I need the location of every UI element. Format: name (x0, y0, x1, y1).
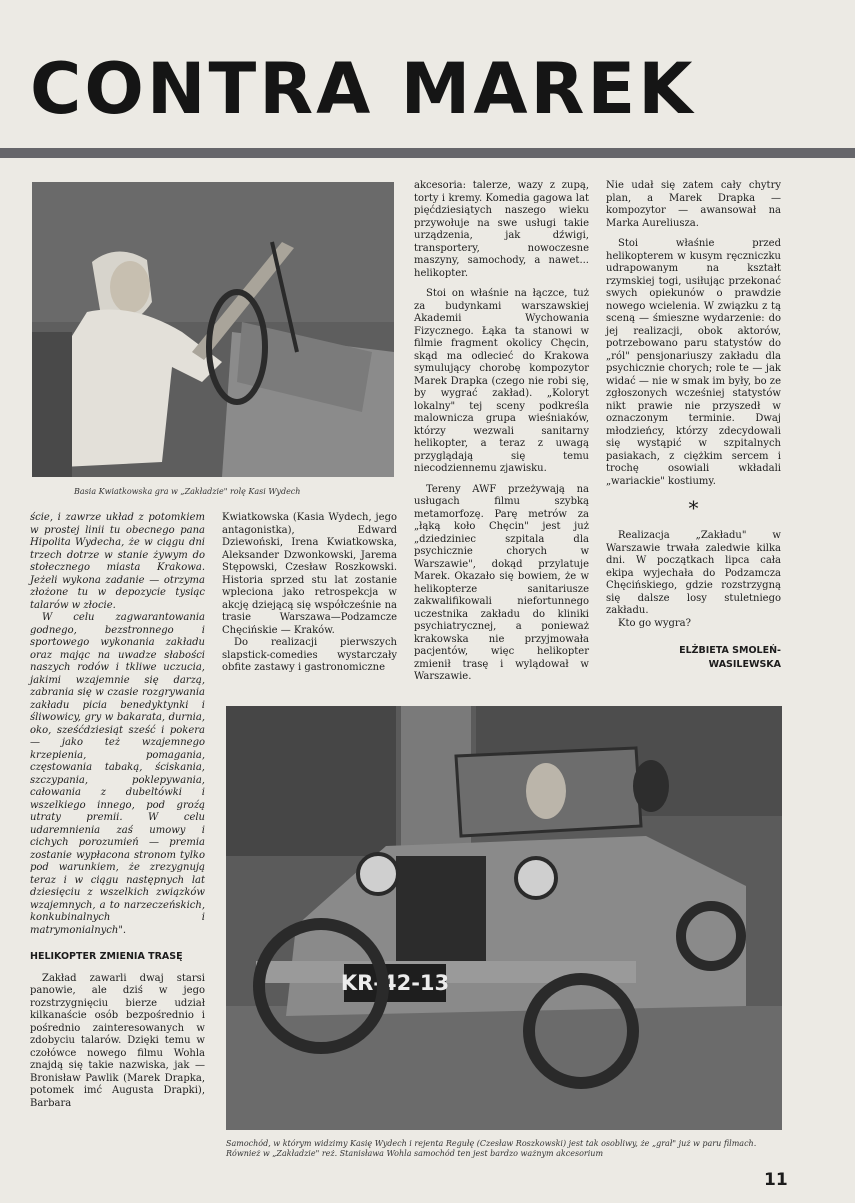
col1-paragraph-2: W celu zagwarantowania godnego, bezstronnego i sportowego wykonania zakładu oraz mając na uwadze słabości naszych rodów i tkliwe uczucia, jakimi wzajemnie się darzą, zabrania się w czasie rozgrywania zakładu picia benedyktynki i śliwowicy, gry w bakarata, durnia, oko, sześćdziesiąt sześć i pokera — jako też wzajemnego krzepienia, pomagania, częstowania tabaką, ściskania, szczypania, poklepywania, całowania z dubeltówki i wszelkiego innego, pod groźą utraty premii. W celu udaremnienia zaś umowy i cichych porozumień — premia zostanie wypłacona stronom tylko pod warunkiem, że zrezygnują teraz i w ciągu następnych lat dziesięciu z wszelkich związków wzajemnych, a to narzeczeńskich, konkubinalnych i matrymonialnych". (30, 612, 205, 936)
col1-paragraph-1: ście, i zawrze układ z potomkiem w prostej linii tu obecnego pana Hipolita Wydecha, że w ciągu dni trzech dotrze w stanie żywym do stołecznego miasta Krakowa. Jeżeli wykona zadanie — otrzyma złożone tu w depozycie tysiąc talarów w złocie. (30, 512, 205, 611)
col3-paragraph-3: Tereny AWF przeżywają na usługach filmu szybką metamorfozę. Parę metrów za „łąką koło Chęcin" jest już „dziedziniec szpitala dla psychicznie chorych w Warszawie", dokąd przylatuje Marek. Okazało się bowiem, że w helikopterze sanitariusze zakwalifikowali niefortunnego uczestnika zakładu do kliniki psychiatrycznej, a ponieważ krakowska nie przyjmowała pacjentów, więc helikopter zmienił trasę i wylądował w Warszawie. (414, 483, 589, 682)
author-signature (606, 644, 781, 672)
col3-paragraph-2: Stoi on właśnie na łączce, tuż za budynkami warszawskiej Akademii Wychowania Fizycznego. Łąka ta stanowi w filmie fragment okolicy Chęcin, skąd ma odlecieć do Krakowa symulujący chorobę kompozytor Marek Drapka (czego nie robi się, by wygrać zakład). „Koloryt lokalny" tej sceny podkreśla malownicza grupa wieśniaków, którzy wezwali sanitarny helikopter, a teraz z uwagą przyglądają się temu niecodziennemu zjawisku. (414, 288, 589, 474)
col2-paragraph-1: Kwiatkowska (Kasia Wydech, jego antagonistka), Edward Dziewoński, Irena Kwiatkowska, Aleksander Dzwonkowski, Jarema Stępowski, Czesław Roszkowski. Historia sprzed stu lat zostanie wpleciona jako retrospekcja w akcję dziejącą się współcześnie na trasie Warszawa—Podzamcze Chęcińskie — Kraków. (222, 512, 397, 636)
col4-paragraph-4: Kto go wygra? (618, 617, 692, 629)
photo-vintage-car (226, 706, 782, 1130)
photo-woman-at-wheel (32, 182, 394, 477)
author-line-1: ELŻBIETA SMOLEŃ- (679, 645, 781, 656)
col4-paragraph-3: Realizacja „Zakładu" w Warszawie trwała zaledwie kilka dni. W początkach lipca cała ekipa wyjechała do Podzamcza Chęcińskiego, gdzie rozstrzygną się dalsze losy stuletniego zakładu. (606, 530, 781, 616)
column-4 (606, 180, 781, 672)
col3-paragraph-1: akcesoria: talerze, wazy z zupą, torty i kremy. Komedia gagowa lat pięćdziesiątych naszego wieku przywołuje na swe usługi takie urządzenia, jak dźwigi, transportery, nowoczesne maszyny, samochody, a nawet... helikopter. (414, 180, 589, 279)
section-heading: HELIKOPTER ZMIENIA TRASĘ (30, 951, 183, 962)
article-title: CONTRA MAREK (30, 48, 696, 130)
col4-paragraph-2: Stoi właśnie przed helikopterem w kusym ręczniczku udrapowanym na kształt rzymskiej togi, usiłując przekonać swych opiekunów o prawdzie nowego wcielenia. W związku z tą sceną — śmieszne wydarzenie: do jej realizacji, obok aktorów, potrzebowano paru statystów do „ról" pensjonariuszy zakładu dla psychicznie chorych; role te — jak widać — nie w smak im były, bo ze zgłoszonych wcześniej statystów nikt prawie nie przyszedł w oznaczonym terminie. Dwaj młodzieńcy, którzy zdecydowali się wystąpić w szpitalnych pasiakach, z ciężkim sercem i trochę osowiali wkładali „wariackie" kostiumy. (606, 238, 781, 487)
photo2-caption: Samochód, w którym widzimy Kasię Wydech i rejenta Regułę (Czesław Roszkowski) jest tak osobliwy, że „grał" już w paru filmach. Również w „Zakładzie" reż. Stanisława Wohla samochód ten jest bardzo ważnym akcesorium (226, 1139, 757, 1158)
section-star: * (688, 496, 699, 520)
license-plate: KR-42-13 (340, 971, 450, 995)
col2-paragraph-2: Do realizacji pierwszych slapstick-comedies wystarczały obfite zastawy i gastronomiczne (222, 637, 397, 673)
column-2 (222, 512, 397, 675)
col1-paragraph-3: Zakład zawarli dwaj starsi panowie, ale dziś w jego rozstrzygnięciu bierze udział kilkanaście osób bezpośrednio i pośrednio zainteresowanych w zdobyciu talarów. Dzięki temu w czołówce nowego filmu Wohla znajdą się takie nazwiska, jak — Bronisław Pawlik (Marek Drapka, potomek imć Augusta Drapki), Barbara (30, 972, 205, 1109)
title-rule (0, 148, 855, 158)
column-1 (30, 512, 205, 1110)
author-line-2: WASILEWSKA (708, 659, 781, 670)
page-number: 11 (764, 1170, 788, 1190)
photo1-caption: Basia Kwiatkowska gra w „Zakładzie" rolę Kasi Wydech (74, 487, 301, 496)
column-3 (414, 180, 589, 684)
col4-paragraph-1: Nie udał się zatem cały chytry plan, a Marek Drapka — kompozytor — awansował na Marka Aureliusza. (606, 180, 781, 229)
